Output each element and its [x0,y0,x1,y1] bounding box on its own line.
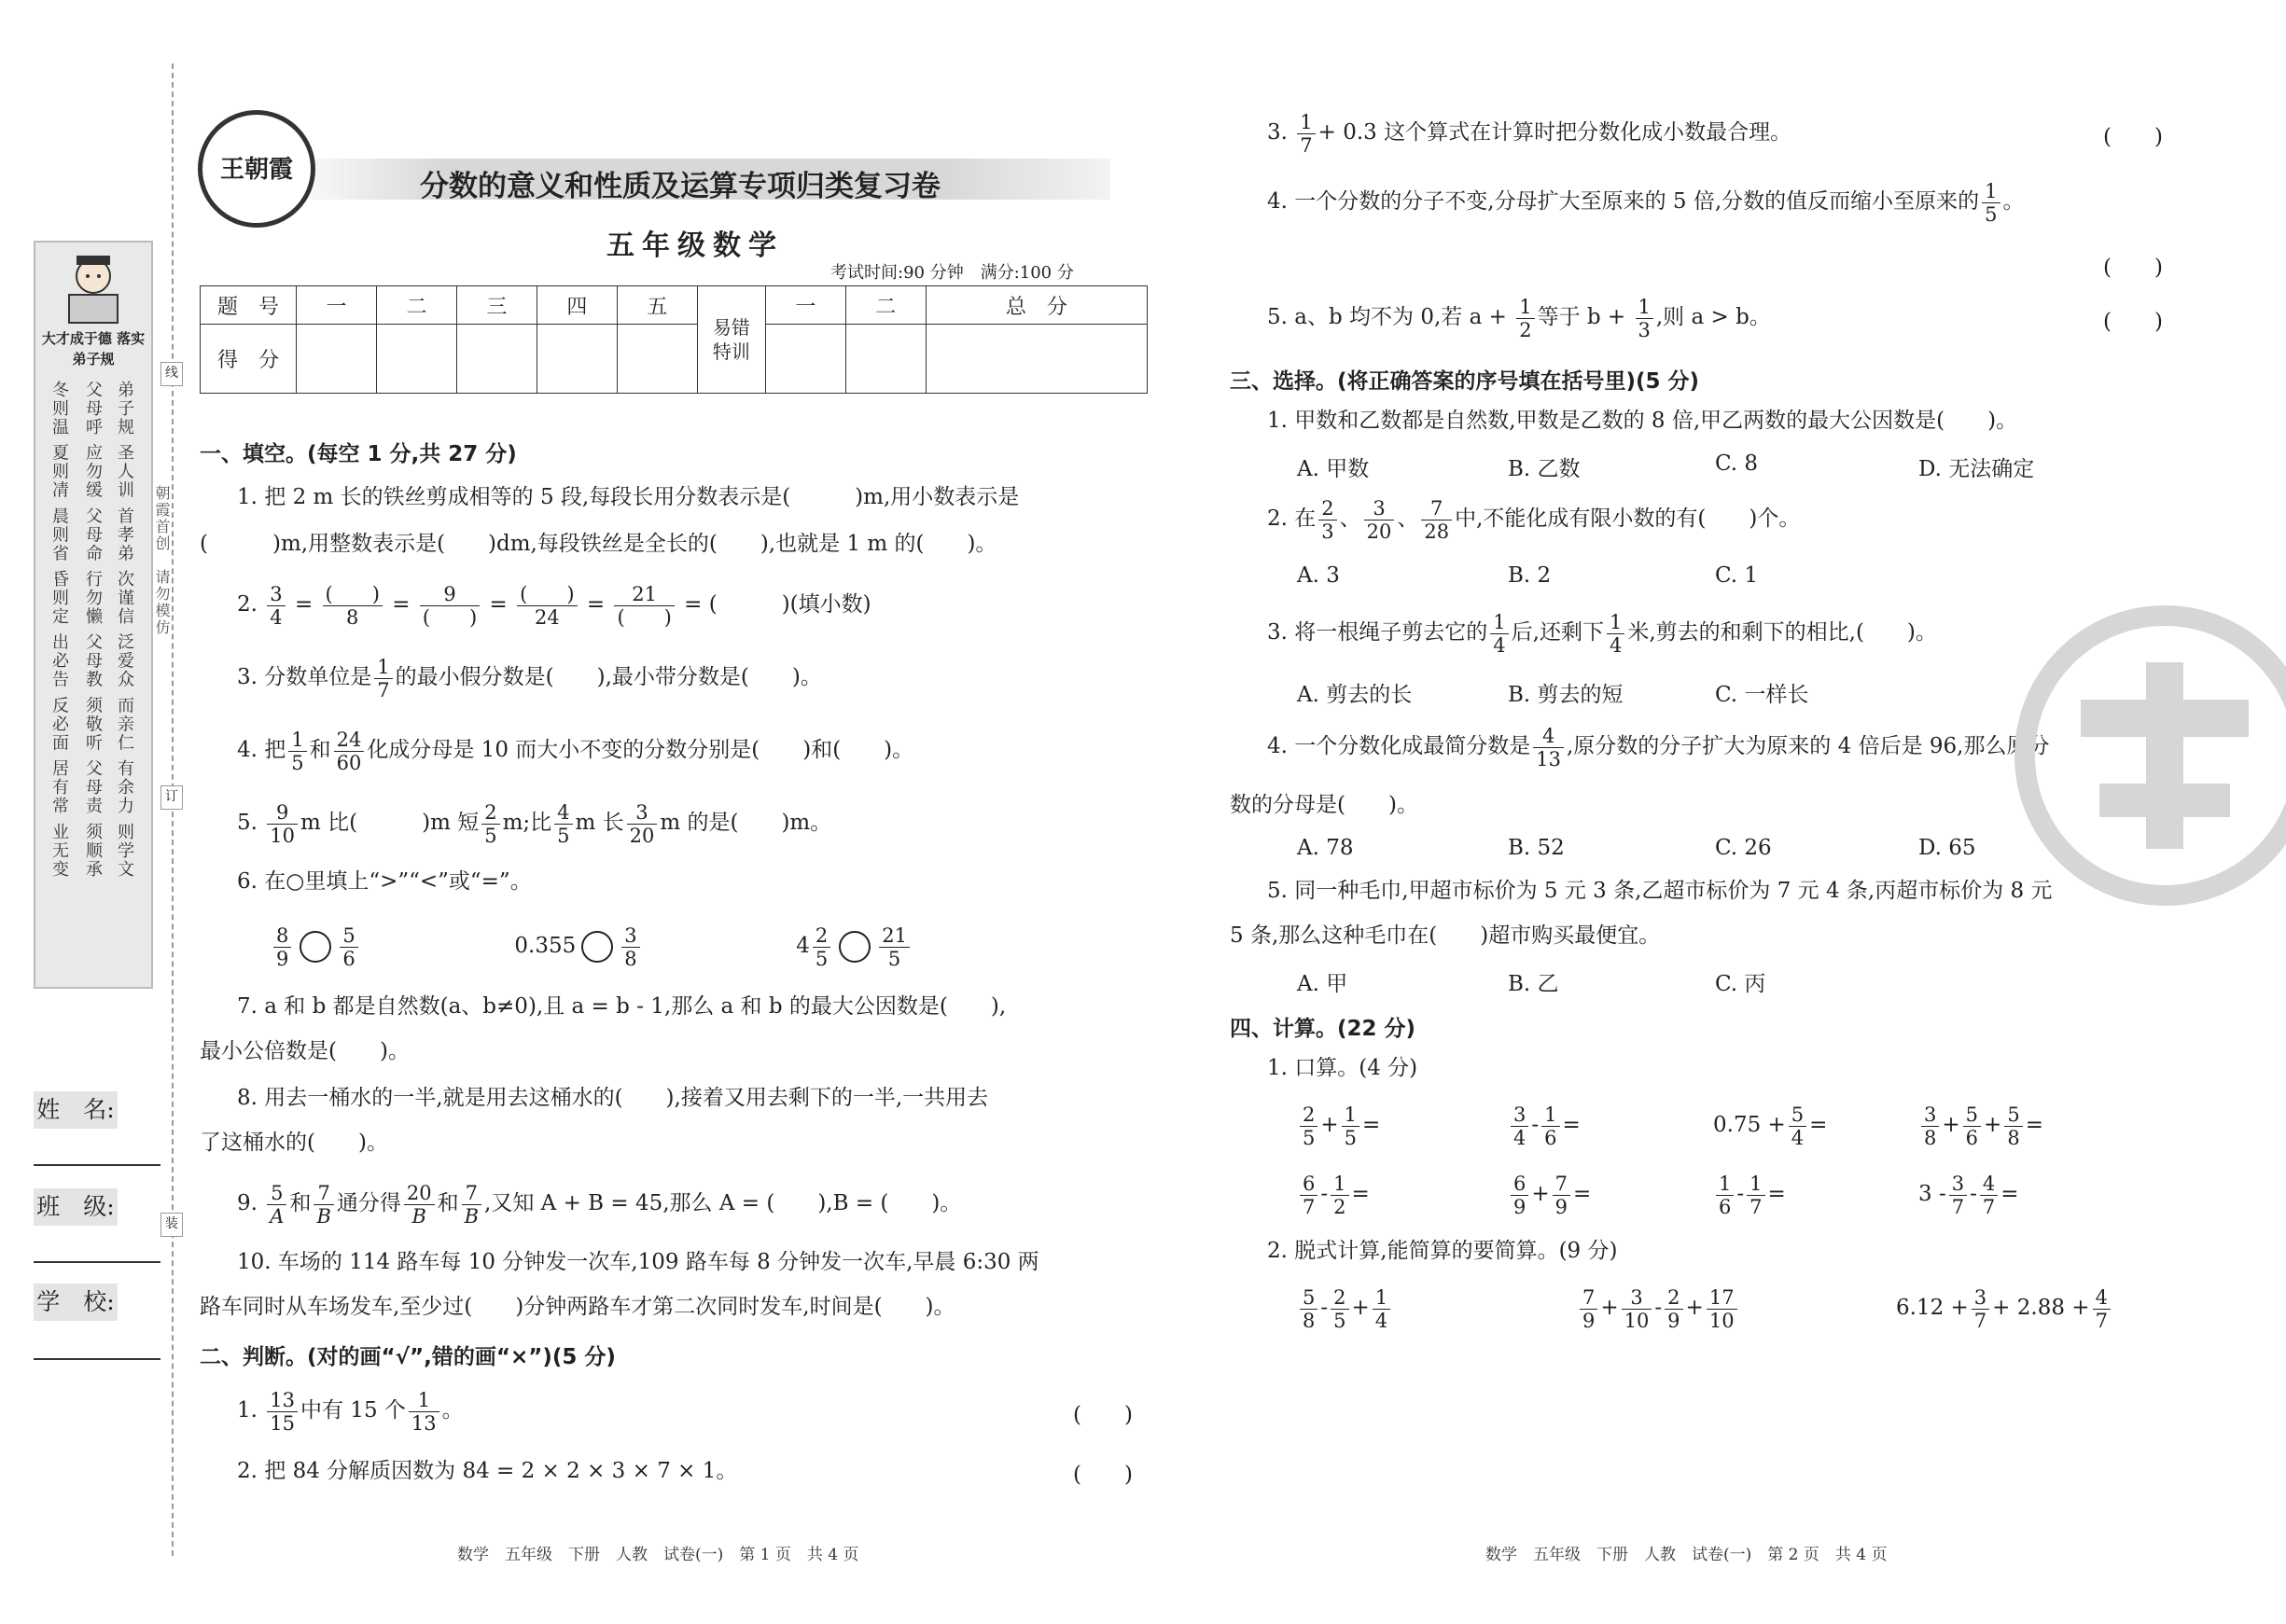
score-cell[interactable] [926,325,1147,394]
school-label: 学 校: [34,1284,118,1321]
s1-q8-line2: 了这桶水的( )。 [200,1131,388,1155]
s1-q2: 2. $\frac{3}{4}$ = $\frac{( )}{8}$ = $\frac{9}{( )}$ = $\frac{( )}{24}$ = $\frac{21}{( )}$ = ( )(填小数) [237,582,871,629]
s1-q1-line2: ( )m,用整数表示是( )dm,每段铁丝是全长的( ),也就是 1 m 的( )。 [200,532,997,556]
s3-q4-option[interactable]: C. 26 [1715,836,1772,860]
s1-q7-line1: 7. a 和 b 都是自然数(a、b≠0),且 a = b - 1,那么 a 和 b 的最大公因数是( ), [237,994,1007,1019]
s3-q5-line1: 5. 同一种毛巾,甲超市标价为 5 元 3 条,乙超市标价为 7 元 4 条,丙超市标价为 8 元 [1267,879,2053,903]
s2-q3-a: 3. [1267,120,1288,145]
s1-q5-b: m 比( )m 短 [300,811,480,835]
s3-q5-option[interactable]: B. 乙 [1508,972,1559,996]
name-label: 姓 名: [34,1091,118,1129]
s2-q5: 5. a、b 均不为 0,若 a + $\frac{1}{2}$ 等于 b + $\frac{1}{3}$ ,则 a > b。 [1267,295,1771,341]
score-cell[interactable] [297,325,377,394]
score-head: 一 [765,286,845,325]
answer-paren[interactable]: ( ) [2103,256,2163,280]
score-head: 易错特训 [697,286,765,394]
s1-q4: 4. 把 $\frac{1}{5}$ 和 $\frac{24}{60}$ 化成分母是 10 而大小不变的分数分别是( )和( )。 [237,728,914,774]
score-cell[interactable] [765,325,845,394]
score-table [200,285,1148,394]
score-head: 一 [297,286,377,325]
s1-q7-line2: 最小公倍数是( )。 [200,1039,410,1063]
s3-q2-option[interactable]: B. 2 [1508,563,1552,588]
s3-q1: 1. 甲数和乙数都是自然数,甲数是乙数的 8 倍,甲乙两数的最大公因数是( )。 [1267,409,2018,433]
s2-q3: 3. $\frac{1}{7}$ + 0.3 这个算式在计算时把分数化成小数最合理。 [1267,110,1792,157]
s3-q4-option[interactable]: D. 65 [1918,836,1976,860]
section-3-title: 三、选择。(将正确答案的序号填在括号里)(5 分) [1230,369,1700,394]
calc-item: $\frac{5}{8}$ - $\frac{2}{5}$ + $\frac{1}{4}$ [1297,1280,1393,1336]
s1-q3-b: 的最小假分数是( ),最小带分数是( )。 [395,665,822,689]
s3-q2-b: 、 [1397,507,1419,531]
s1-q3-a: 3. 分数单位是 [237,665,372,689]
s3-q5-line2: 5 条,那么这种毛巾在( )超市购买最便宜。 [1230,923,1661,948]
s1-q6-row: $\frac{8}{9}$ $\frac{5}{6}$ 0.355 $\frac{3}{8}$ 4 $\frac{2}{5}$ $\frac{21}{5}$ [271,918,913,974]
binding-line [172,63,174,1556]
logo-text: 王朝霞 [219,156,293,184]
score-head: 题 号 [201,286,297,325]
s3-q3-c: 米,剪去的和剩下的相比,( )。 [1627,620,1937,645]
s1-q4-a: 4. 把 [237,738,286,762]
s1-q5: 5. $\frac{9}{10}$ m 比( )m 短 $\frac{2}{5}$ m;比 $\frac{4}{5}$ m 长 $\frac{3}{20}$ m 的是( )m。 [237,800,832,847]
sidebar-text-col: 冬则温 夏则凊 晨则省 昏则定 出必告 反必面 居有常 业无变 [49,381,69,880]
bind-mark: 订 [160,785,183,810]
s1-q2-tail: = ( )(填小数) [684,592,871,617]
s3-q5-option[interactable]: A. 甲 [1297,972,1348,996]
section-2-title: 二、判断。(对的画“√”,错的画“×”)(5 分) [200,1345,616,1369]
footer-left: 数学 五年级 下册 人教 试卷(一) 第 1 页 共 4 页 [457,1546,859,1564]
s1-q9: 9. $\frac{5}{A}$ 和 $\frac{7}{B}$ 通分得 $\frac{20}{B}$ 和 $\frac{7}{B}$ ,又知 A + B = 45,那么 A = ( ),B = ( )。 [237,1181,962,1228]
s3-q5-option[interactable]: C. 丙 [1715,972,1766,996]
s2-q2: 2. 把 84 分解质因数为 84 = 2 × 2 × 3 × 7 × 1。 [237,1459,738,1483]
s2-q1-a: 1. [237,1398,258,1423]
s1-q6-decimal: 0.355 [514,934,577,958]
sidebar-panel [34,241,153,989]
s1-q5-d: m 长 [575,811,624,835]
s1-q9-a: 9. [237,1191,258,1215]
calc-item: $\frac{1}{6}$ - $\frac{1}{7}$ = [1713,1166,1786,1222]
s3-q1-option[interactable]: D. 无法确定 [1918,457,2035,481]
s2-q3-b: + 0.3 这个算式在计算时把分数化成小数最合理。 [1317,120,1792,145]
s1-q4-c: 化成分母是 10 而大小不变的分数分别是( )和( )。 [367,738,914,762]
s2-q5-a: 5. a、b 均不为 0,若 a + [1267,305,1507,329]
s3-q3-option[interactable]: A. 剪去的长 [1297,683,1413,707]
s1-q2-label: 2. [237,592,258,617]
answer-paren[interactable]: ( ) [2103,125,2163,149]
s3-q4-option[interactable]: A. 78 [1297,836,1354,860]
score-head: 四 [537,286,617,325]
s3-q4-line2: 数的分母是( )。 [1230,793,1418,817]
calc-item: $\frac{3}{4}$ - $\frac{1}{6}$ = [1508,1097,1581,1153]
sidebar-motto: 大才成于德 落实弟子规 [41,330,146,368]
section-4-title: 四、计算。(22 分) [1230,1017,1416,1041]
compare-circle[interactable] [581,931,613,963]
score-cell[interactable] [845,325,926,394]
score-cell[interactable] [456,325,537,394]
score-head: 总 分 [926,286,1147,325]
calc-item: $\frac{6}{7}$ - $\frac{1}{2}$ = [1297,1166,1370,1222]
s2-q5-b: 等于 b + [1537,305,1626,329]
s3-q2-option[interactable]: A. 3 [1297,563,1340,588]
s1-q3: 3. 分数单位是 $\frac{1}{7}$ 的最小假分数是( ),最小带分数是( )。 [237,655,822,701]
school-field[interactable] [34,1358,160,1360]
score-head: 二 [845,286,926,325]
section-1-title: 一、填空。(每空 1 分,共 27 分) [200,442,517,466]
calc-item: $\frac{6}{9}$ + $\frac{7}{9}$ = [1508,1166,1591,1222]
s2-q4: 4. 一个分数的分子不变,分母扩大至原来的 5 倍,分数的值反而缩小至原来的 $\frac{1}{5}$ 。 [1267,179,2025,226]
s3-q2: 2. 在 $\frac{2}{3}$ 、 $\frac{3}{20}$ 、 $\frac{7}{28}$ 中,不能化成有限小数的有( )个。 [1267,496,1801,543]
s1-q5-e: m 的是( )m。 [660,811,832,835]
footer-right: 数学 五年级 下册 人教 试卷(一) 第 2 页 共 4 页 [1485,1546,1888,1564]
calc-item: $\frac{2}{5}$ + $\frac{1}{5}$ = [1297,1097,1380,1153]
score-head: 三 [456,286,537,325]
answer-paren[interactable]: ( ) [2103,310,2163,334]
sidebar-text-col: 弟子规 圣人训 首孝弟 次谨信 泛爱众 而亲仁 有余力 则学文 [115,381,134,880]
s4-sub2: 2. 脱式计算,能简算的要简算。(9 分) [1267,1239,1618,1263]
calc-item: $\frac{3}{8}$ + $\frac{5}{6}$ + $\frac{5}{8}$ = [1918,1097,2043,1153]
s3-q3: 3. 将一根绳子剪去它的 $\frac{1}{4}$ 后,还剩下 $\frac{1}{4}$ 米,剪去的和剩下的相比,( )。 [1267,610,1937,657]
s3-q3-option[interactable]: B. 剪去的短 [1508,683,1624,707]
calc-item: $\frac{7}{9}$ + $\frac{3}{10}$ - $\frac{2}{9}$ + $\frac{17}{10}$ [1577,1280,1740,1336]
s2-q4-a: 4. 一个分数的分子不变,分母扩大至原来的 5 倍,分数的值反而缩小至原来的 [1267,189,1980,214]
s4-sub1: 1. 口算。(4 分) [1267,1056,1418,1080]
s3-q2-c: 中,不能化成有限小数的有( )个。 [1455,507,1801,531]
exam-title: 分数的意义和性质及运算专项归类复习卷 [420,170,941,203]
score-head: 五 [617,286,697,325]
seal-watermark-icon [2006,597,2286,914]
s1-q4-b: 和 [309,738,331,762]
s1-q9-d: 和 [437,1191,459,1215]
class-label: 班 级: [34,1188,118,1226]
name-field[interactable] [34,1164,160,1166]
score-label: 得 分 [201,325,297,394]
s3-q3-option[interactable]: C. 一样长 [1715,683,1809,707]
score-cell[interactable] [537,325,617,394]
s1-q6: 6. 在○里填上“>”“<”或“=”。 [237,869,532,894]
s3-q1-option[interactable]: B. 乙数 [1508,457,1581,481]
s3-q1-option[interactable]: C. 8 [1715,451,1759,476]
compare-circle[interactable] [839,931,871,963]
s1-q10-line1: 10. 车场的 114 路车每 10 分钟发一次车,109 路车每 8 分钟发一次车,早晨 6:30 两 [237,1250,1039,1274]
score-cell[interactable] [617,325,697,394]
s3-q2-b: 、 [1339,507,1361,531]
answer-paren[interactable]: ( ) [1073,1403,1133,1427]
s3-q2-option[interactable]: C. 1 [1715,563,1759,588]
s2-q1-c: 。 [441,1398,464,1423]
bind-mark: 装 [160,1213,183,1237]
s1-q9-e: ,又知 A + B = 45,那么 A = ( ),B = ( )。 [484,1191,962,1215]
s2-q4-b: 。 [2002,189,2025,214]
s2-q1: 1. $\frac{13}{15}$ 中有 15 个 $\frac{1}{13}$ 。 [237,1388,464,1435]
mascot-icon [63,254,123,328]
s1-q9-c: 通分得 [336,1191,401,1215]
s1-q1-line1: 1. 把 2 m 长的铁丝剪成相等的 5 段,每段长用分数表示是( )m,用小数表示是 [237,485,1020,509]
logo-icon [198,110,315,228]
s1-q9-b: 和 [289,1191,312,1215]
sidebar-text-col: 父母呼 应勿缓 父母命 行勿懒 父母教 须敬听 父母责 须顺承 [83,381,103,880]
s3-q4: 4. 一个分数化成最简分数是 $\frac{4}{13}$ ,原分数的分子扩大为原来的 4 倍后是 96,那么原分 [1267,724,2050,770]
exam-subtitle: 五年级数学 [606,229,784,262]
s3-q2-a: 2. 在 [1267,507,1317,531]
answer-paren[interactable]: ( ) [1073,1463,1133,1487]
class-field[interactable] [34,1261,160,1263]
s1-q10-line2: 路车同时从车场发车,至少过( )分钟两路车才第二次同时发车,时间是( )。 [200,1295,955,1319]
score-cell[interactable] [376,325,456,394]
s3-q1-option[interactable]: A. 甲数 [1297,457,1370,481]
s1-q5-c: m;比 [502,811,552,835]
s1-q8-line1: 8. 用去一桶水的一半,就是用去这桶水的( ),接着又用去剩下的一半,一共用去 [237,1086,989,1110]
calc-item: 6.12 + $\frac{3}{7}$ + 2.88 + $\frac{4}{7}$ [1896,1280,2113,1336]
exam-info: 考试时间:90 分钟 满分:100 分 [830,263,1074,283]
bind-mark: 线 [160,362,183,386]
compare-circle[interactable] [300,931,331,963]
s3-q4-a: 4. 一个分数化成最简分数是 [1267,734,1531,758]
s3-q4-option[interactable]: B. 52 [1508,836,1565,860]
s3-q3-a: 3. 将一根绳子剪去它的 [1267,620,1488,645]
s2-q5-c: ,则 a > b。 [1655,305,1771,329]
calc-item: 0.75 + $\frac{5}{4}$ = [1713,1103,1828,1149]
s2-q1-b: 中有 15 个 [300,1398,406,1423]
s1-q5-a: 5. [237,811,258,835]
copyright-note: 朝霞首创 请勿模仿 [153,485,171,636]
score-head: 二 [376,286,456,325]
s3-q3-b: 后,还剩下 [1511,620,1604,645]
calc-item: 3 - $\frac{3}{7}$ - $\frac{4}{7}$ = [1918,1172,2019,1218]
s3-q4-b: ,原分数的分子扩大为原来的 4 倍后是 96,那么原分 [1567,734,2050,758]
